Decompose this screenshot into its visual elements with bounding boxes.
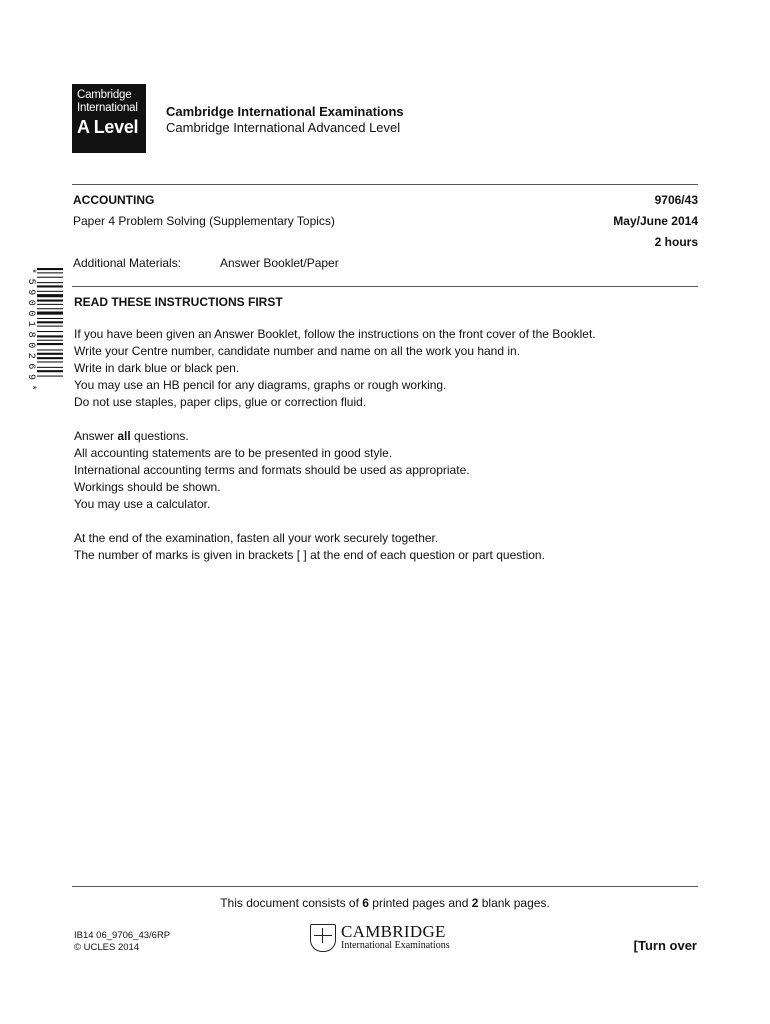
- instruction-line: All accounting statements are to be presented in good style.: [74, 446, 393, 460]
- barcode-bar: [37, 294, 63, 297]
- document-code: IB14 06_9706_43/6RP: [74, 930, 171, 941]
- instructions-group-1: [74, 326, 596, 411]
- pages-suffix: blank pages.: [478, 896, 550, 910]
- barcode-bar: [37, 282, 63, 283]
- barcode-bar: [37, 277, 63, 278]
- instructions-heading: READ THESE INSTRUCTIONS FIRST: [74, 295, 283, 309]
- materials-label: Additional Materials:: [73, 256, 182, 270]
- barcode-bar: [37, 285, 63, 287]
- logo-line-3: A Level: [77, 117, 139, 137]
- paper-title: Paper 4 Problem Solving (Supplementary Topics): [73, 214, 335, 228]
- barcode-bar: [37, 326, 63, 327]
- instruction-line: At the end of the examination, fasten all your work securely together.: [74, 531, 439, 545]
- barcode-bar: [37, 304, 63, 305]
- instruction-line: The number of marks is given in brackets [ ] at the end of each question or part question.: [74, 548, 545, 562]
- barcode-bar: [37, 353, 63, 355]
- barcode-bar: [37, 340, 63, 341]
- barcode-bar: [37, 268, 63, 270]
- pages-prefix: This document consists of: [220, 896, 363, 910]
- barcode-bar: [37, 291, 63, 292]
- subject-title: ACCOUNTING: [73, 193, 155, 207]
- barcode-bar: [37, 331, 63, 332]
- barcode-digits: *5900180269*: [25, 268, 36, 396]
- printed-pages-count: 6: [362, 896, 369, 910]
- instruction-line: You may use an HB pencil for any diagrams, graphs or rough working.: [74, 378, 447, 392]
- barcode-bar: [37, 361, 63, 362]
- instruction-line: You may use a calculator.: [74, 497, 211, 511]
- answer-suffix: questions.: [130, 429, 189, 443]
- footer-divider: [72, 886, 698, 887]
- logo-line-2: International: [77, 102, 138, 114]
- instruction-line: Do not use staples, paper clips, glue or correction fluid.: [74, 395, 367, 409]
- turn-over: [Turn over: [633, 938, 697, 953]
- barcode-bar: [37, 349, 63, 350]
- logo-line-1: Cambridge: [77, 89, 132, 101]
- candidate-barcode: [25, 268, 65, 414]
- barcode-bar: [37, 376, 63, 377]
- instruction-line: Workings should be shown.: [74, 480, 221, 494]
- org-title: Cambridge International Examinations: [166, 104, 404, 119]
- barcode-bar: [37, 321, 63, 323]
- barcode-bar: [37, 357, 63, 359]
- exam-session: May/June 2014: [613, 214, 698, 228]
- cambridge-a-level-logo: [72, 84, 146, 153]
- exam-board-header: [166, 104, 404, 136]
- answer-prefix: Answer: [74, 429, 118, 443]
- barcode-bar: [37, 367, 63, 368]
- brand-subtitle: International Examinations: [341, 940, 450, 951]
- instruction-line: Write in dark blue or black pen.: [74, 361, 240, 375]
- crest-icon: [310, 924, 336, 952]
- barcode-bar: [37, 318, 63, 319]
- page-count-note: [0, 896, 770, 910]
- answer-emphasis: all: [117, 429, 131, 443]
- barcode-bar: [37, 272, 63, 273]
- materials-value: Answer Booklet/Paper: [220, 256, 339, 270]
- barcode-bar: [37, 312, 63, 315]
- exam-duration: 2 hours: [654, 235, 698, 249]
- instruction-line: Write your Centre number, candidate number and name on all the work you hand in.: [74, 344, 521, 358]
- materials-divider: [72, 286, 698, 287]
- blank-pages-count: 2: [471, 896, 479, 910]
- instructions-group-2: [74, 428, 470, 513]
- instruction-line: International accounting terms and formats should be used as appropriate.: [74, 463, 470, 477]
- answer-all-line: [74, 428, 470, 445]
- barcode-bar: [37, 300, 63, 302]
- header-divider: [72, 184, 698, 185]
- copyright: © UCLES 2014: [74, 941, 140, 953]
- pages-middle: printed pages and: [368, 896, 472, 910]
- instructions-group-3: [74, 530, 545, 564]
- document-code-block: [74, 930, 170, 953]
- barcode-bar: [37, 343, 63, 345]
- brand-name: CAMBRIDGE: [341, 922, 446, 941]
- barcode-bar: [37, 335, 63, 337]
- barcode-bar: [37, 370, 63, 372]
- instruction-line: If you have been given an Answer Booklet, follow the instructions on the front cover of the Booklet.: [74, 327, 596, 341]
- barcode-bar: [37, 308, 63, 309]
- cambridge-logo: [310, 924, 470, 954]
- paper-code: 9706/43: [654, 193, 698, 207]
- org-subtitle: Cambridge International Advanced Level: [166, 120, 401, 135]
